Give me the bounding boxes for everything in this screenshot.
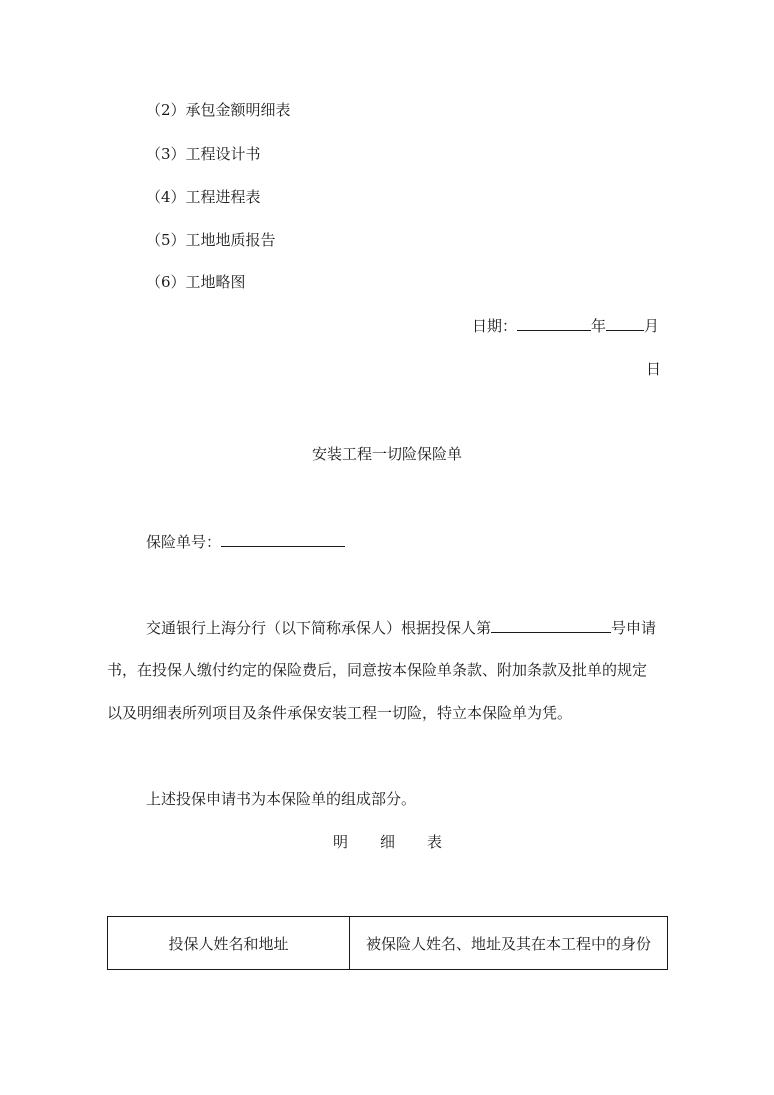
application-number-blank — [491, 618, 611, 633]
date-month-label: 月 — [644, 317, 660, 335]
table-row — [108, 917, 668, 970]
date-year-blank — [517, 316, 591, 331]
date-year-label: 年 — [591, 317, 607, 335]
table-header-cell: 被保险人姓名、地址及其在本工程中的身份 — [350, 917, 668, 970]
schedule-title-char: 明 — [333, 833, 349, 851]
body-text: 交通银行上海分行（以下简称承保人）根据投保人第 — [146, 619, 492, 637]
body-paragraph-line-2: 书，在投保人缴付约定的保险费后，同意按本保险单条款、附加条款及批单的规定 — [107, 661, 648, 679]
body-text: 号申请 — [611, 619, 657, 637]
schedule-title-char: 细 — [380, 833, 396, 851]
attachment-num: （2） — [146, 101, 186, 119]
attachment-item-5 — [146, 230, 276, 250]
schedule-table — [107, 916, 668, 970]
attachment-item-6 — [146, 272, 246, 292]
schedule-title-char: 表 — [427, 833, 443, 851]
attachment-num: （6） — [146, 273, 186, 291]
policy-number-line — [146, 532, 345, 552]
attachment-num: （5） — [146, 231, 186, 249]
date-line — [472, 316, 659, 336]
attachment-text: 工地地质报告 — [185, 231, 276, 249]
attachment-item-3 — [146, 144, 261, 164]
attachment-num: （4） — [146, 188, 186, 206]
policy-number-blank — [221, 532, 345, 547]
attachment-item-4 — [146, 187, 261, 207]
body-paragraph-2: 上述投保申请书为本保险单的组成部分。 — [146, 790, 417, 808]
attachment-text: 工地略图 — [185, 273, 246, 291]
attachment-item-2 — [146, 100, 291, 120]
policy-title: 安装工程一切险保险单 — [311, 445, 462, 463]
attachment-text: 工程进程表 — [185, 188, 261, 206]
policy-number-label: 保险单号： — [146, 533, 222, 551]
date-label: 日期： — [472, 317, 518, 335]
table-header-cell: 投保人姓名和地址 — [108, 917, 350, 970]
attachment-text: 工程设计书 — [185, 145, 261, 163]
date-month-blank — [606, 316, 644, 331]
date-day-label: 日 — [646, 360, 662, 378]
attachment-text: 承包金额明细表 — [185, 101, 291, 119]
body-paragraph-line-3: 以及明细表所列项目及条件承保安装工程一切险，特立本保险单为凭。 — [107, 704, 573, 722]
attachment-num: （3） — [146, 145, 186, 163]
body-paragraph-line-1 — [146, 618, 656, 638]
